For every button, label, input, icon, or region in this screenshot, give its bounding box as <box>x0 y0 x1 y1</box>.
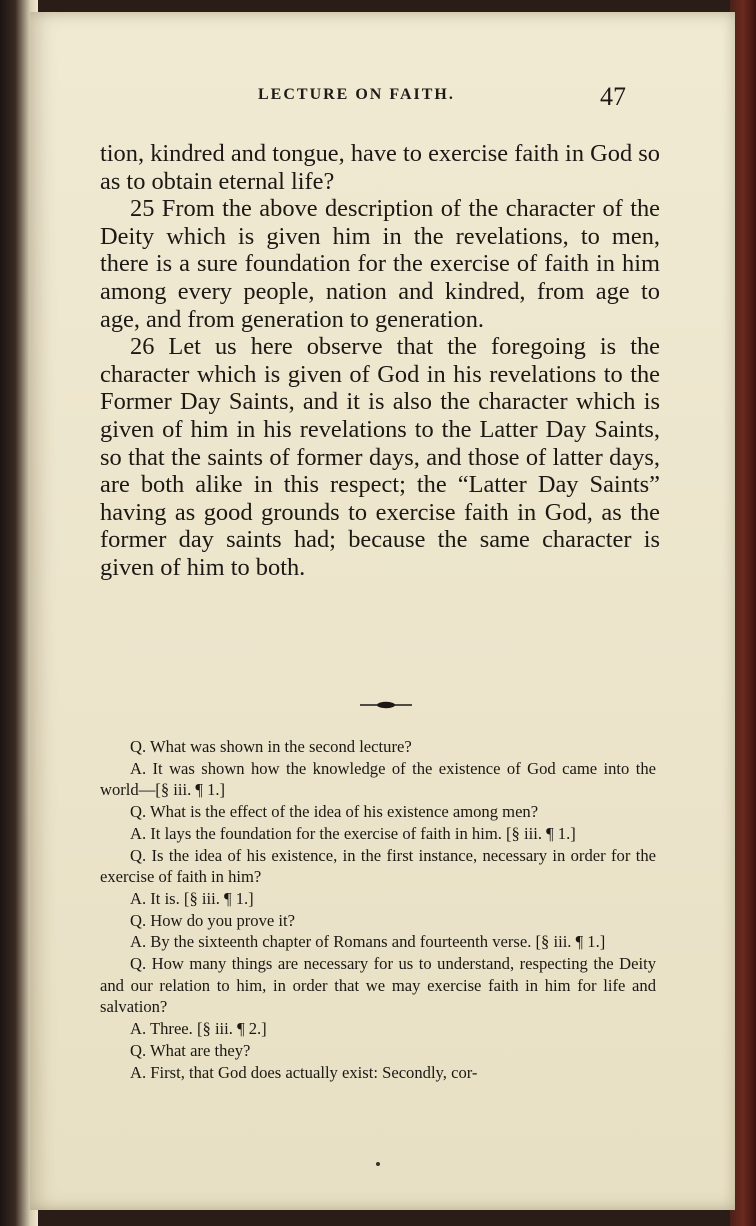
qa-item: A. Three. [§ iii. ¶ 2.] <box>130 1019 267 1039</box>
qa-item: A. It lays the foundation for the exercise of faith in him. [§ iii. ¶ 1.] <box>130 823 576 843</box>
qa-item: Q. What is the effect of the idea of his existence among men? <box>130 802 539 822</box>
printer-mark <box>376 1162 380 1166</box>
qa-item: A. It is. [§ iii. ¶ 1.] <box>130 888 254 908</box>
paragraph-25: 25 From the above description of the character of the Deity which is given him in the revelations, to men, there is a sure foundation for the exercise of faith in him among every people, nation and kindred, from age to age, and from generation to generation. <box>100 195 660 333</box>
qa-item: Q. How many things are necessary for us to understand, respecting the Deity and our relation to him, in order that we may exercise faith in him for life and salvation? <box>100 954 656 1017</box>
running-head: LECTURE ON FAITH. <box>258 86 455 103</box>
paragraph-26: 26 Let us here observe that the foregoing is the character which is given of God in his revelations to the Former Day Saints, and it is also the character which is given of him in his revelations to the Latter Day Saints, so that the saints of former days, and those of latter days, are both alike in this respect; the “Latter Day Saints” having as good grounds to exercise faith in God, as the former day saints had; because the same character is given of him to both. <box>100 333 660 581</box>
qa-item: A. First, that God does actually exist: Secondly, cor- <box>130 1062 478 1082</box>
qa-item: Q. How do you prove it? <box>130 910 295 930</box>
qa-item: Q. What was shown in the second lecture? <box>130 737 412 756</box>
page-number: 47 <box>600 82 626 111</box>
questions-answers-section <box>100 736 656 1083</box>
qa-item: Q. Is the idea of his existence, in the first instance, necessary in order for the exercise of faith in him? <box>100 845 656 887</box>
section-divider-ornament <box>356 698 416 712</box>
paragraph-continuation: tion, kindred and tongue, have to exercise faith in God so as to obtain eternal life? <box>100 140 660 195</box>
qa-item: A. It was shown how the knowledge of the existence of God came into the world—[§ iii. ¶ 1.] <box>100 758 656 800</box>
qa-item: Q. What are they? <box>130 1040 251 1060</box>
qa-item: A. By the sixteenth chapter of Romans and fourteenth verse. [§ iii. ¶ 1.] <box>130 932 606 952</box>
main-text <box>100 140 660 582</box>
